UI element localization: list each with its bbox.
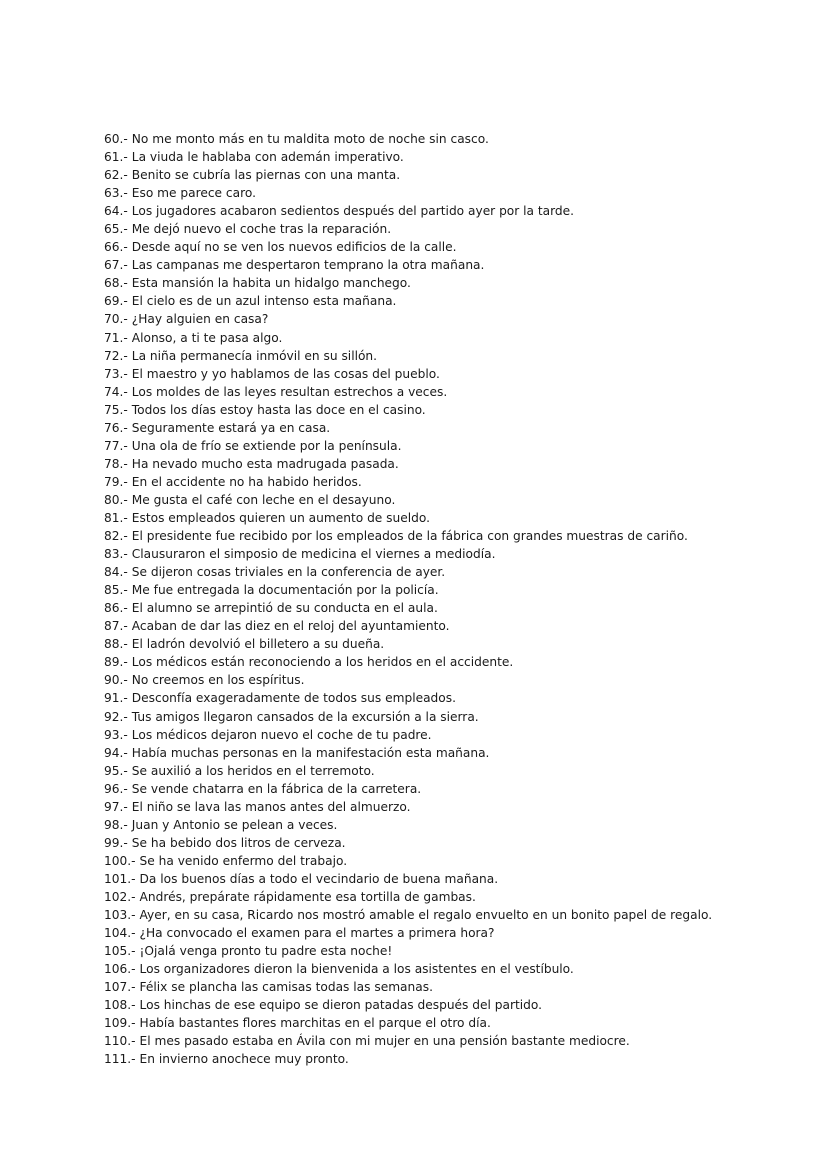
sentence-number: 110.- [104,1034,136,1049]
list-item [104,401,804,419]
sentence-number: 111.- [104,1052,136,1067]
list-item [104,653,804,671]
list-item [104,942,804,960]
sentence-text: Estos empleados quieren un aumento de sueldo. [131,510,430,525]
list-item [104,689,804,707]
list-item [104,419,804,437]
list-item [104,852,804,870]
sentence-text: La niña permanecía inmóvil en su sillón. [131,348,378,363]
sentence-text: Félix se plancha las camisas todas las semanas. [139,980,433,995]
sentence-text: Los médicos dejaron nuevo el coche de tu padre. [131,727,432,742]
sentence-text: Alonso, a ti te pasa algo. [131,330,283,345]
sentence-text: El maestro y yo hablamos de las cosas del pueblo. [131,366,440,381]
sentence-text: Había muchas personas en la manifestación esta mañana. [131,745,490,760]
sentence-number: 102.- [104,889,136,904]
list-item [104,292,804,310]
sentence-text: Esta mansión la habita un hidalgo manchego. [131,276,411,291]
sentence-number: 70.- [104,312,128,327]
sentence-text: No creemos en los espíritus. [131,673,305,688]
list-item [104,238,804,256]
list-item [104,780,804,798]
sentence-number: 99.- [104,835,128,850]
sentence-number: 67.- [104,258,128,273]
list-item [104,726,804,744]
sentence-text: Acaban de dar las diez en el reloj del ayuntamiento. [131,619,450,634]
sentence-number: 72.- [104,348,128,363]
list-item [104,527,804,545]
list-item [104,599,804,617]
sentence-text: Desconfía exageradamente de todos sus empleados. [131,691,456,706]
list-item [104,545,804,563]
sentence-text: La viuda le hablaba con ademán imperativo. [131,150,404,165]
sentence-text: Tus amigos llegaron cansados de la excursión a la sierra. [131,709,479,724]
sentence-number: 100.- [104,853,136,868]
sentence-text: Los jugadores acabaron sedientos después del partido ayer por la tarde. [131,204,575,219]
sentence-number: 94.- [104,745,128,760]
sentence-number: 62.- [104,168,128,183]
list-item [104,256,804,274]
sentence-number: 107.- [104,980,136,995]
sentence-number: 65.- [104,222,128,237]
sentence-text: Me gusta el café con leche en el desayuno. [131,492,396,507]
sentence-number: 96.- [104,781,128,796]
sentence-text: Me dejó nuevo el coche tras la reparación. [131,222,392,237]
list-item [104,329,804,347]
list-item [104,1014,804,1032]
sentence-text: Había bastantes flores marchitas en el parque el otro día. [139,1016,491,1031]
sentence-text: Da los buenos días a todo el vecindario de buena mañana. [139,871,499,886]
list-item [104,148,804,166]
list-item [104,130,804,148]
list-item [104,1050,804,1068]
list-item [104,744,804,762]
list-item [104,635,804,653]
sentence-number: 77.- [104,438,128,453]
list-item [104,888,804,906]
sentence-number: 79.- [104,474,128,489]
sentence-text: ¿Hay alguien en casa? [131,312,269,327]
sentence-text: Los organizadores dieron la bienvenida a los asistentes en el vestíbulo. [139,962,574,977]
list-item [104,202,804,220]
list-item [104,166,804,184]
sentence-number: 60.- [104,132,128,146]
sentence-text: El mes pasado estaba en Ávila con mi mujer en una pensión bastante mediocre. [139,1034,630,1049]
list-item [104,581,804,599]
sentence-number: 104.- [104,926,136,941]
sentence-number: 68.- [104,276,128,291]
sentence-number: 81.- [104,510,128,525]
sentence-number: 106.- [104,962,136,977]
sentence-text: Todos los días estoy hasta las doce en el casino. [131,402,426,417]
sentence-text: El ladrón devolvió el billetero a su dueña. [131,637,385,652]
list-item [104,383,804,401]
sentence-text: ¡Ojalá venga pronto tu padre esta noche! [139,944,393,959]
sentence-text: Desde aquí no se ven los nuevos edificios de la calle. [131,240,457,255]
list-item [104,671,804,689]
list-item [104,455,804,473]
sentence-number: 85.- [104,583,128,598]
sentence-number: 64.- [104,204,128,219]
sentence-number: 61.- [104,150,128,165]
list-item [104,473,804,491]
list-item [104,437,804,455]
sentence-number: 93.- [104,727,128,742]
list-item [104,509,804,527]
list-item [104,960,804,978]
sentence-number: 83.- [104,547,128,562]
list-item [104,347,804,365]
sentence-text: El cielo es de un azul intenso esta mañana. [131,294,397,309]
sentence-number: 89.- [104,655,128,670]
sentence-text: Los médicos están reconociendo a los heridos en el accidente. [131,655,514,670]
sentence-number: 78.- [104,456,128,471]
list-item [104,1032,804,1050]
list-item [104,816,804,834]
sentence-number: 74.- [104,384,128,399]
sentence-number: 98.- [104,817,128,832]
sentence-text: Me fue entregada la documentación por la policía. [131,583,439,598]
list-item [104,617,804,635]
list-item [104,708,804,726]
list-item [104,274,804,292]
list-item [104,220,804,238]
sentence-text: Las campanas me despertaron temprano la otra mañana. [131,258,485,273]
list-item [104,978,804,996]
list-item [104,184,804,202]
sentence-number: 86.- [104,601,128,616]
list-item [104,798,804,816]
sentence-list [104,130,804,1068]
sentence-text: No me monto más en tu maldita moto de noche sin casco. [131,132,489,146]
sentence-text: Seguramente estará ya en casa. [131,420,331,435]
list-item [104,870,804,888]
sentence-text: El presidente fue recibido por los empleados de la fábrica con grandes muestras de cariño. [131,529,688,544]
sentence-number: 109.- [104,1016,136,1031]
sentence-number: 73.- [104,366,128,381]
sentence-number: 92.- [104,709,128,724]
sentence-number: 91.- [104,691,128,706]
list-item [104,834,804,852]
list-item [104,924,804,942]
sentence-text: Ayer, en su casa, Ricardo nos mostró amable el regalo envuelto en un bonito papel de regalo. [139,908,713,923]
sentence-text: Una ola de frío se extiende por la península. [131,438,402,453]
sentence-number: 97.- [104,799,128,814]
sentence-text: Juan y Antonio se pelean a veces. [131,817,338,832]
list-item [104,365,804,383]
list-item [104,563,804,581]
sentence-text: En invierno anochece muy pronto. [139,1052,349,1067]
sentence-number: 75.- [104,402,128,417]
sentence-text: ¿Ha convocado el examen para el martes a primera hora? [139,926,495,941]
sentence-text: Benito se cubría las piernas con una manta. [131,168,401,183]
sentence-text: Se dijeron cosas triviales en la conferencia de ayer. [131,565,446,580]
list-item [104,906,804,924]
sentence-number: 90.- [104,673,128,688]
sentence-text: Se ha bebido dos litros de cerveza. [131,835,346,850]
sentence-text: El alumno se arrepintió de su conducta en el aula. [131,601,438,616]
sentence-number: 108.- [104,998,136,1013]
sentence-number: 87.- [104,619,128,634]
sentence-number: 95.- [104,763,128,778]
sentence-text: Clausuraron el simposio de medicina el viernes a mediodía. [131,547,496,562]
sentence-text: Los hinchas de ese equipo se dieron patadas después del partido. [139,998,543,1013]
sentence-text: Se ha venido enfermo del trabajo. [139,853,348,868]
sentence-number: 76.- [104,420,128,435]
sentence-text: Ha nevado mucho esta madrugada pasada. [131,456,399,471]
sentence-number: 84.- [104,565,128,580]
list-item [104,762,804,780]
sentence-number: 105.- [104,944,136,959]
list-item [104,310,804,328]
sentence-number: 63.- [104,186,128,201]
sentence-number: 101.- [104,871,136,886]
sentence-text: El niño se lava las manos antes del almuerzo. [131,799,411,814]
sentence-text: Eso me parece caro. [131,186,256,201]
list-item [104,491,804,509]
sentence-text: En el accidente no ha habido heridos. [131,474,362,489]
sentence-text: Andrés, prepárate rápidamente esa tortilla de gambas. [139,889,476,904]
list-item [104,996,804,1014]
sentence-text: Se vende chatarra en la fábrica de la carretera. [131,781,422,796]
sentence-number: 80.- [104,492,128,507]
sentence-number: 82.- [104,529,128,544]
sentence-number: 66.- [104,240,128,255]
sentence-number: 88.- [104,637,128,652]
sentence-text: Los moldes de las leyes resultan estrechos a veces. [131,384,448,399]
sentence-number: 69.- [104,294,128,309]
sentence-text: Se auxilió a los heridos en el terremoto. [131,763,375,778]
sentence-number: 71.- [104,330,128,345]
sentence-number: 103.- [104,908,136,923]
